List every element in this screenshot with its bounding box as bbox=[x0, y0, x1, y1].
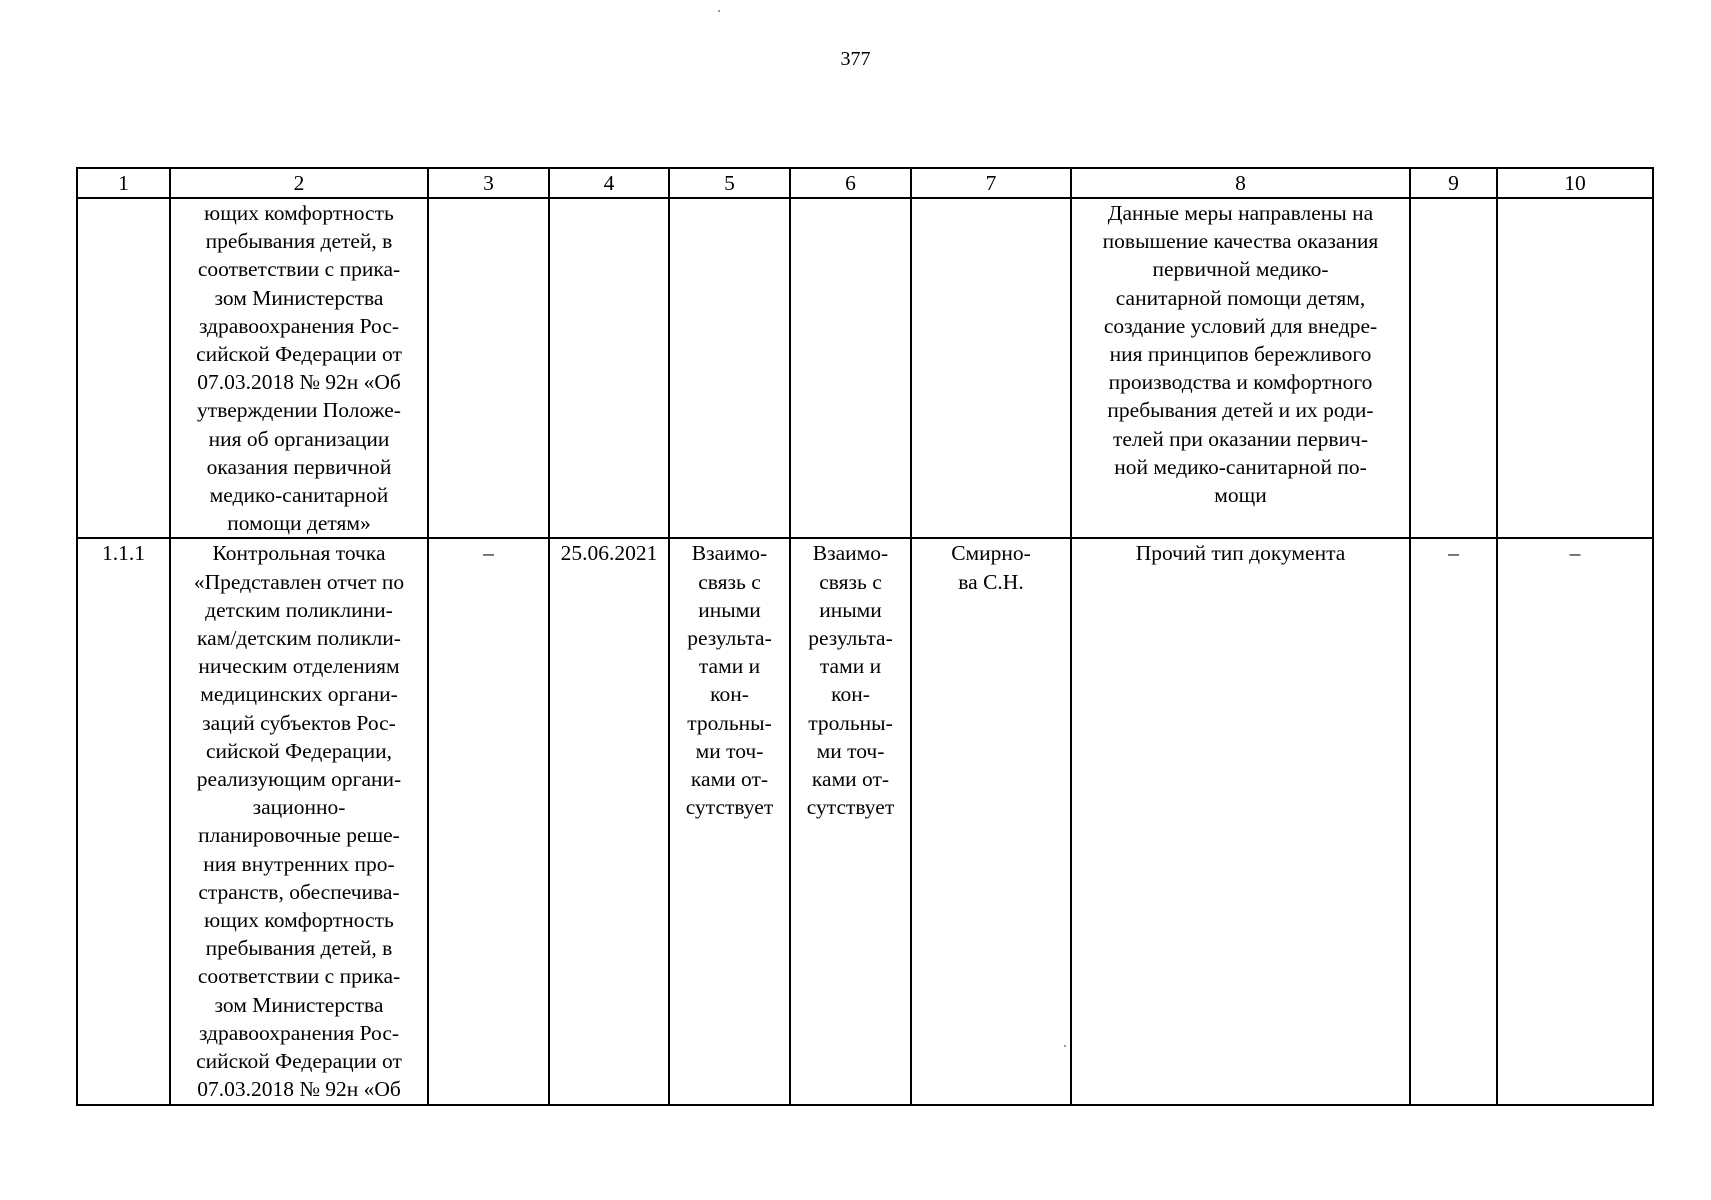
table-cell: – bbox=[1410, 538, 1497, 1104]
table-cell: Взаимо- связь с иными результа- тами и кон- трольны- ми точ- ками от- сутствует bbox=[790, 538, 911, 1104]
table-cell bbox=[669, 198, 790, 538]
table-cell: – bbox=[1497, 538, 1653, 1104]
table-cell: Смирно- ва С.Н. bbox=[911, 538, 1071, 1104]
table-cell: 1.1.1 bbox=[77, 538, 170, 1104]
table-cell bbox=[790, 198, 911, 538]
table-cell bbox=[549, 198, 669, 538]
scan-speck bbox=[718, 10, 720, 12]
table-cell bbox=[1497, 198, 1653, 538]
table-cell: Контрольная точка «Представлен отчет по детским поликлини- кам/детским поликли- ническим отделениям медицинских органи- заций субъектов Рос- сийской Федерации, реализующим органи- зационно- планировочные реше- ния внутренних про- странств, обеспечива- ющих комфортность пребывания детей, в соответствии с прика- зом Министерства здравоохранения Рос- сийской Федерации от 07.03.2018 № 92н «Об bbox=[170, 538, 428, 1104]
table-row bbox=[77, 538, 1653, 1104]
column-header-9: 9 bbox=[1410, 168, 1497, 198]
table-cell: – bbox=[428, 538, 549, 1104]
table-cell: 25.06.2021 bbox=[549, 538, 669, 1104]
column-header-1: 1 bbox=[77, 168, 170, 198]
page-number: 377 bbox=[840, 48, 871, 70]
column-number-row bbox=[77, 168, 1653, 198]
column-header-4: 4 bbox=[549, 168, 669, 198]
table-cell bbox=[428, 198, 549, 538]
table-cell: Прочий тип документа bbox=[1071, 538, 1410, 1104]
table-cell bbox=[77, 198, 170, 538]
table-cell: Взаимо- связь с иными результа- тами и кон- трольны- ми точ- ками от- сутствует bbox=[669, 538, 790, 1104]
column-header-10: 10 bbox=[1497, 168, 1653, 198]
column-header-3: 3 bbox=[428, 168, 549, 198]
table-cell: Данные меры направлены на повышение качества оказания первичной медико- санитарной помощи детям, создание условий для внедре- ния принципов бережливого производства и комфортного пребывания детей и их роди- телей при оказании первич- ной медико-санитарной по- мощи bbox=[1071, 198, 1410, 538]
table-row bbox=[77, 198, 1653, 538]
column-header-7: 7 bbox=[911, 168, 1071, 198]
column-header-2: 2 bbox=[170, 168, 428, 198]
table-cell: ющих комфортность пребывания детей, в соответствии с прика- зом Министерства здравоохранения Рос- сийской Федерации от 07.03.2018 № 92н «Об утверждении Положе- ния об организации оказания первичной медико-санитарной помощи детям» bbox=[170, 198, 428, 538]
document-table bbox=[76, 167, 1654, 1106]
column-header-6: 6 bbox=[790, 168, 911, 198]
table-cell bbox=[911, 198, 1071, 538]
column-header-8: 8 bbox=[1071, 168, 1410, 198]
column-header-5: 5 bbox=[669, 168, 790, 198]
table-cell bbox=[1410, 198, 1497, 538]
